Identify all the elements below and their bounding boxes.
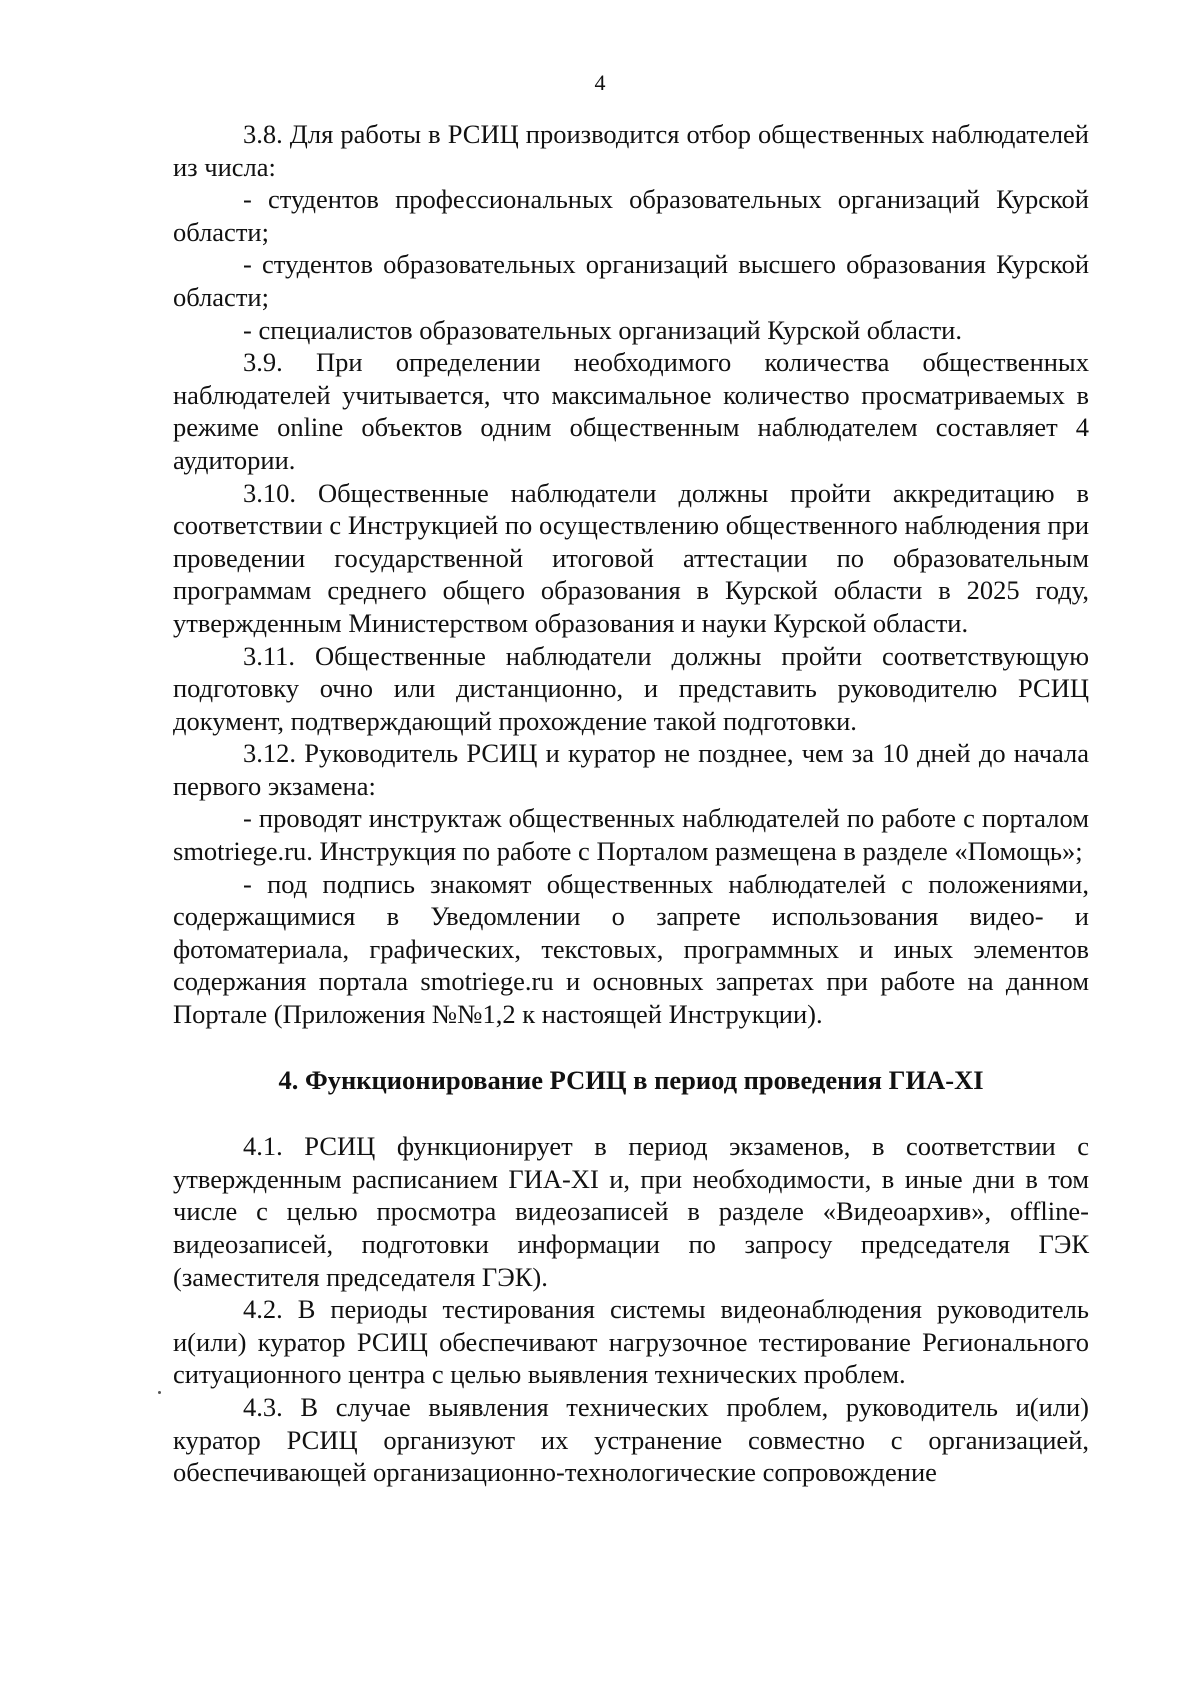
- paragraph-3-12: 3.12. Руководитель РСИЦ и куратор не позднее, чем за 10 дней до начала первого экзамена:: [173, 738, 1089, 801]
- list-item-specialists: - специалистов образовательных организаций Курской области.: [243, 314, 962, 345]
- document-body: [173, 118, 1089, 1489]
- list-item-students-professional: - студентов профессиональных образовательных организаций Курской области;: [173, 184, 1089, 247]
- paragraph-3-11: 3.11. Общественные наблюдатели должны пройти соответствующую подготовку очно или дистанционно, и представить руководителю РСИЦ документ, подтверждающий прохождение такой подготовки.: [173, 640, 1089, 736]
- paragraph-3-10: 3.10. Общественные наблюдатели должны пройти аккредитацию в соответствии с Инструкцией по осуществлению общественного наблюдения при проведении государственной итоговой аттестации по образовательным программам среднего общего образования в Курской области в 2025 году, утвержденным Министерством образования и науки Курской области.: [173, 477, 1089, 638]
- list-item-signature: - под подпись знакомят общественных наблюдателей с положениями, содержащимися в Уведомлении о запрете использования видео- и фотоматериала, графических, текстовых, программных и иных элементов содержания портала smotriege.ru и основных запретах при работе на данном Портале (Приложения №№1,2 к настоящей Инструкции).: [173, 868, 1089, 1030]
- paragraph-3-8: 3.8. Для работы в РСИЦ производится отбор общественных наблюдателей из числа:: [173, 119, 1089, 182]
- paragraph-3-9: 3.9. При определении необходимого количества общественных наблюдателей учитывается, что максимальное количество просматриваемых в режиме online объектов одним общественным наблюдателем составляет 4 аудитории.: [173, 347, 1089, 475]
- list-item-briefing: - проводят инструктаж общественных наблюдателей по работе с порталом smotriege.ru. Инструкция по работе с Порталом размещена в разделе «Помощь»;: [173, 803, 1089, 867]
- paragraph-4-1: 4.1. РСИЦ функционирует в период экзаменов, в соответствии с утвержденным расписанием ГИА-XI и, при необходимости, в иные дни в том числе с целью просмотра видеозаписей в разделе «Видеоархив», offline-видеозаписей, подготовки информации по запросу председателя ГЭК (заместителя председателя ГЭК).: [173, 1131, 1089, 1292]
- paragraph-4-2: 4.2. В периоды тестирования системы видеонаблюдения руководитель и(или) куратор РСИЦ обеспечивают нагрузочное тестирование Регионального ситуационного центра с целью выявления технических проблем.: [173, 1294, 1089, 1390]
- page-number: 4: [594, 70, 606, 95]
- section-heading-4: 4. Функционирование РСИЦ в период проведения ГИА-XI: [278, 1064, 984, 1095]
- scan-speck: [158, 1391, 161, 1394]
- list-item-students-higher-ed: - студентов образовательных организаций высшего образования Курской области;: [173, 249, 1089, 312]
- paragraph-4-3: 4.3. В случае выявления технических проблем, руководитель и(или) куратор РСИЦ организуют их устранение совместно с организацией, обеспечивающей организационно-технологические сопровождение: [173, 1391, 1089, 1488]
